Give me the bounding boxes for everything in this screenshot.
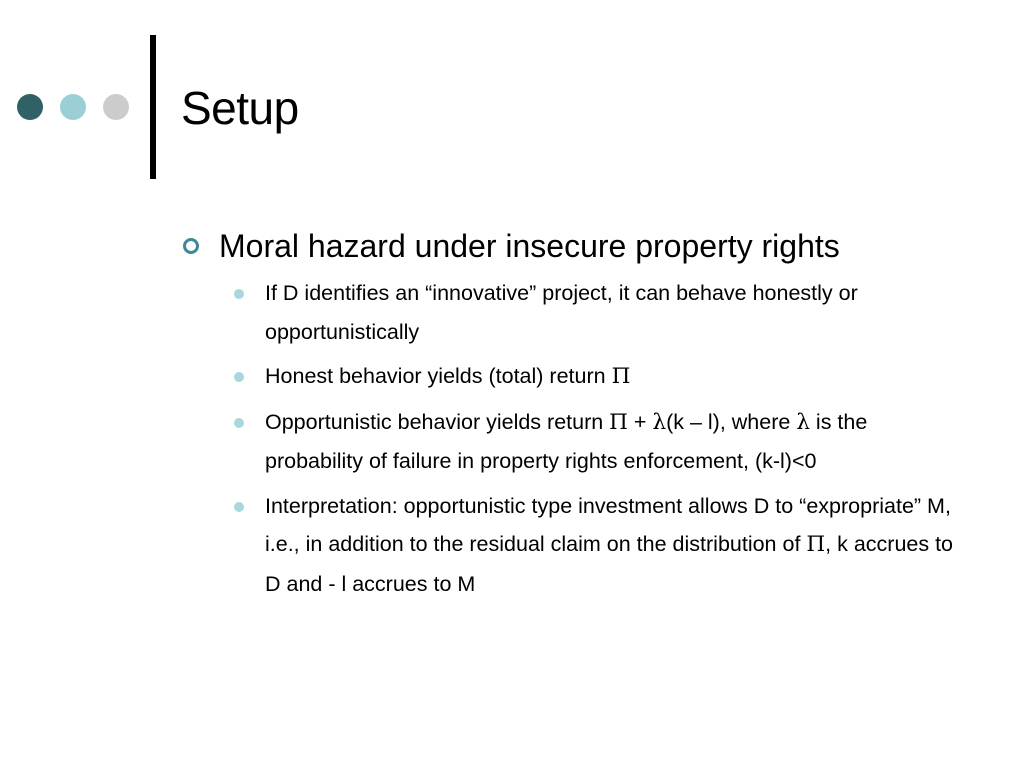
- decorative-dot-mid: [60, 94, 86, 120]
- title-divider-rule: [150, 35, 156, 179]
- hollow-circle-bullet-icon: [183, 238, 199, 254]
- pi-symbol: Π: [609, 409, 628, 435]
- sub-bullet-text: (k – l), where: [666, 409, 797, 434]
- sub-bullet-list: [181, 274, 961, 603]
- decorative-dot-dark: [17, 94, 43, 120]
- decorative-dot-light: [103, 94, 129, 120]
- sub-bullet-text: Interpretation: opportunistic type investment allows D to “expropriate” M, i.e., in addition to the residual claim on the distribution of: [265, 493, 951, 556]
- slide-title: Setup: [181, 82, 299, 134]
- sub-bullet-item: [265, 274, 965, 351]
- pi-symbol: Π: [806, 532, 826, 557]
- lambda-symbol: λ: [796, 409, 810, 435]
- bullet-level1: [181, 226, 961, 266]
- lambda-symbol: λ: [652, 409, 667, 435]
- filled-circle-bullet-icon: [234, 289, 244, 299]
- sub-bullet-item: [265, 487, 965, 604]
- sub-bullet-text: , k accrues to D and - l accrues to M: [265, 532, 954, 596]
- filled-circle-bullet-icon: [234, 502, 244, 512]
- filled-circle-bullet-icon: [234, 372, 244, 382]
- sub-bullet-text: If D identifies an “innovative” project, it can behave honestly or opportunistically: [265, 281, 858, 344]
- sub-bullet-text: Opportunistic behavior yields return: [265, 409, 610, 434]
- filled-circle-bullet-icon: [234, 418, 244, 428]
- slide-content: [181, 226, 961, 609]
- sub-bullet-item: [265, 357, 965, 397]
- bullet-level1-text: Moral hazard under insecure property rights: [219, 228, 840, 264]
- pi-symbol: Π: [611, 364, 631, 389]
- sub-bullet-text: Honest behavior yields (total) return: [265, 364, 612, 388]
- sub-bullet-text: is the probability of failure in property rights enforcement, (k-l)<0: [265, 409, 868, 473]
- sub-bullet-item: [265, 403, 965, 481]
- sub-bullet-text: +: [627, 409, 653, 434]
